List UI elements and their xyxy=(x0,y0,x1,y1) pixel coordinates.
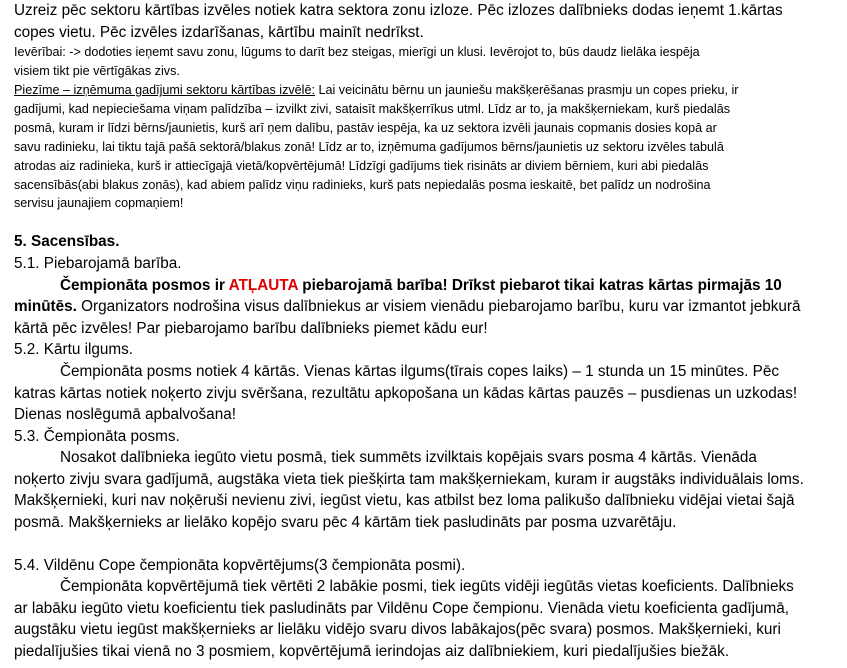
body-line: ar labāku iegūto vietu koeficientu tiek pasludināts par Vildēnu Cope čempionu. Vienāda vietu koeficienta gadījumā, xyxy=(14,599,789,617)
subsection-5-1 xyxy=(14,253,847,339)
note-paragraph xyxy=(14,43,847,81)
remark-line: savu radinieku, lai tiktu tajā pašā sektorā/blakus zonā! Līdz ar to, izņēmuma gadījumos bērns/jaunietis uz sektoru izvēles tabulā xyxy=(14,139,724,154)
intro-line: copes vietu. Pēc izvēles izdarīšanas, kārtību mainīt nedrīkst. xyxy=(14,23,424,41)
remark-heading: Piezīme – izņēmuma gadījumi sektoru kārtības izvēlē: xyxy=(14,83,315,97)
subsection-5-3 xyxy=(14,426,847,534)
feed-rule-bold: Čempionāta posmos ir xyxy=(60,276,229,294)
feed-rule-text: Organizators nodrošina visus dalībniekus ar visiem vienādu piebarojamo barību, kuru var izmantot jebkurā xyxy=(76,298,801,316)
remark-line: atrodas aiz radinieka, kurš ir attiecīgajā vietā/kopvērtējumā! Līdzīgi gadījums tiek risināts ar diviem bērniem, kuri abi piedalās xyxy=(14,158,709,173)
feed-rule-line: kārtā pēc izvēles! Par piebarojamo barību dalībnieks piemet kādu eur! xyxy=(14,319,488,337)
remark-line: posmā, kuram ir līdzi bērns/jaunietis, kurš arī ņem dalību, pastāv iespēja, ka uz sektora izvēli jaunais copmanis dosies kopā ar xyxy=(14,120,717,135)
feed-rule-line xyxy=(14,275,847,297)
subsection-title: 5.2. Kārtu ilgums. xyxy=(14,341,134,359)
body-line: posmā. Makšķernieks ar lielāko kopējo svaru pēc 4 kārtām tiek pasludināts par posma uzvarētāju. xyxy=(14,514,677,532)
intro-paragraph xyxy=(14,0,847,43)
body-line: Nosakot dalībnieka iegūto vietu posmā, tiek summēts izvilktais kopējais svars posma 4 kārtās. Vienāda xyxy=(60,449,757,467)
allowed-word: ATĻAUTA xyxy=(228,276,298,294)
remark-line: servisu jaunajiem copmaņiem! xyxy=(14,196,184,211)
subsection-title: 5.1. Piebarojamā barība. xyxy=(14,254,182,272)
remark-line: Lai veicinātu bērnu un jauniešu makšķerēšanas prasmju un copes prieku, ir xyxy=(314,83,739,97)
body-line: noķerto zivju svara gadījumā, augstāka vieta tiek piešķirta tam makšķerniekam, kuram ir augstāks individuālais loms. xyxy=(14,470,804,488)
feed-rule-line xyxy=(14,296,847,318)
spacer xyxy=(14,534,847,555)
body-line: katras kārtas notiek noķerto zivju svēršana, rezultātu apkopošana un kādas kārtas pauzēs – pusdienas un uzkodas! xyxy=(14,384,798,402)
note-line: Ievērībai: -> dodoties ieņemt savu zonu, lūgums to darīt bez steigas, mierīgi un klusi. Ievērojot to, būs daudz lielāka iespēja xyxy=(14,45,700,60)
subsection-5-4 xyxy=(14,555,847,663)
body-line: augstāku vietu iegūst makšķernieks ar lielāku vidējo svaru divos labākajos(pēc svara) posmos. Makšķernieki, kuri xyxy=(14,621,781,639)
body-line: Čempionāta posms notiek 4 kārtās. Vienas kārtas ilgums(tīrais copes laiks) – 1 stunda un 15 minūtes. Pēc xyxy=(60,362,780,380)
subsection-title: 5.4. Vildēnu Cope čempionāta kopvērtējums(3 čempionāta posmi). xyxy=(14,556,466,574)
intro-line: Uzreiz pēc sektoru kārtības izvēles notiek katra sektora zonu izloze. Pēc izlozes dalībnieks dodas ieņemt 1.kārtas xyxy=(14,2,783,19)
body-line: Čempionāta kopvērtējumā tiek vērtēti 2 labākie posmi, tiek iegūts vidēji iegūtās vietas koeficients. Dalībnieks xyxy=(60,578,794,596)
subsection-5-2 xyxy=(14,339,847,425)
feed-rule-bold: piebarojamā barība! Drīkst piebarot tikai katras kārtas pirmajās 10 xyxy=(297,276,782,294)
body-line: Dienas noslēgumā apbalvošana! xyxy=(14,406,236,424)
section-title: 5. Sacensības. xyxy=(14,233,120,251)
feed-rule-bold: minūtēs. xyxy=(14,298,77,316)
body-line: piedalījušies tikai vienā no 3 posmiem, kopvērtējumā ierindojas aiz dalībniekiem, kuri piedalījušies biežāk. xyxy=(14,643,730,661)
remark-paragraph xyxy=(14,81,847,213)
spacer xyxy=(14,213,847,231)
subsection-title: 5.3. Čempionāta posms. xyxy=(14,427,180,445)
remark-first-line xyxy=(14,81,847,100)
note-line: visiem tikt pie vērtīgākas zivs. xyxy=(14,64,180,79)
remark-line: gadījumi, kad nepieciešama viņam palīdzība – izvilkt zivi, sataisīt makšķerrīkus utml. Līdz ar to, ja makšķerniekam, kurš piedalās xyxy=(14,101,731,116)
body-line: Makšķernieki, kuri nav noķēruši nevienu zivi, iegūst vietu, kas atbilst bez loma palikušo dalībnieku vidējai vietai šajā xyxy=(14,492,795,510)
remark-line: sacensībās(abi blakus zonās), kad abiem palīdz viņu radinieks, kurš pats nepiedalās posma ieskaitē, bet palīdz un nodrošina xyxy=(14,177,711,192)
